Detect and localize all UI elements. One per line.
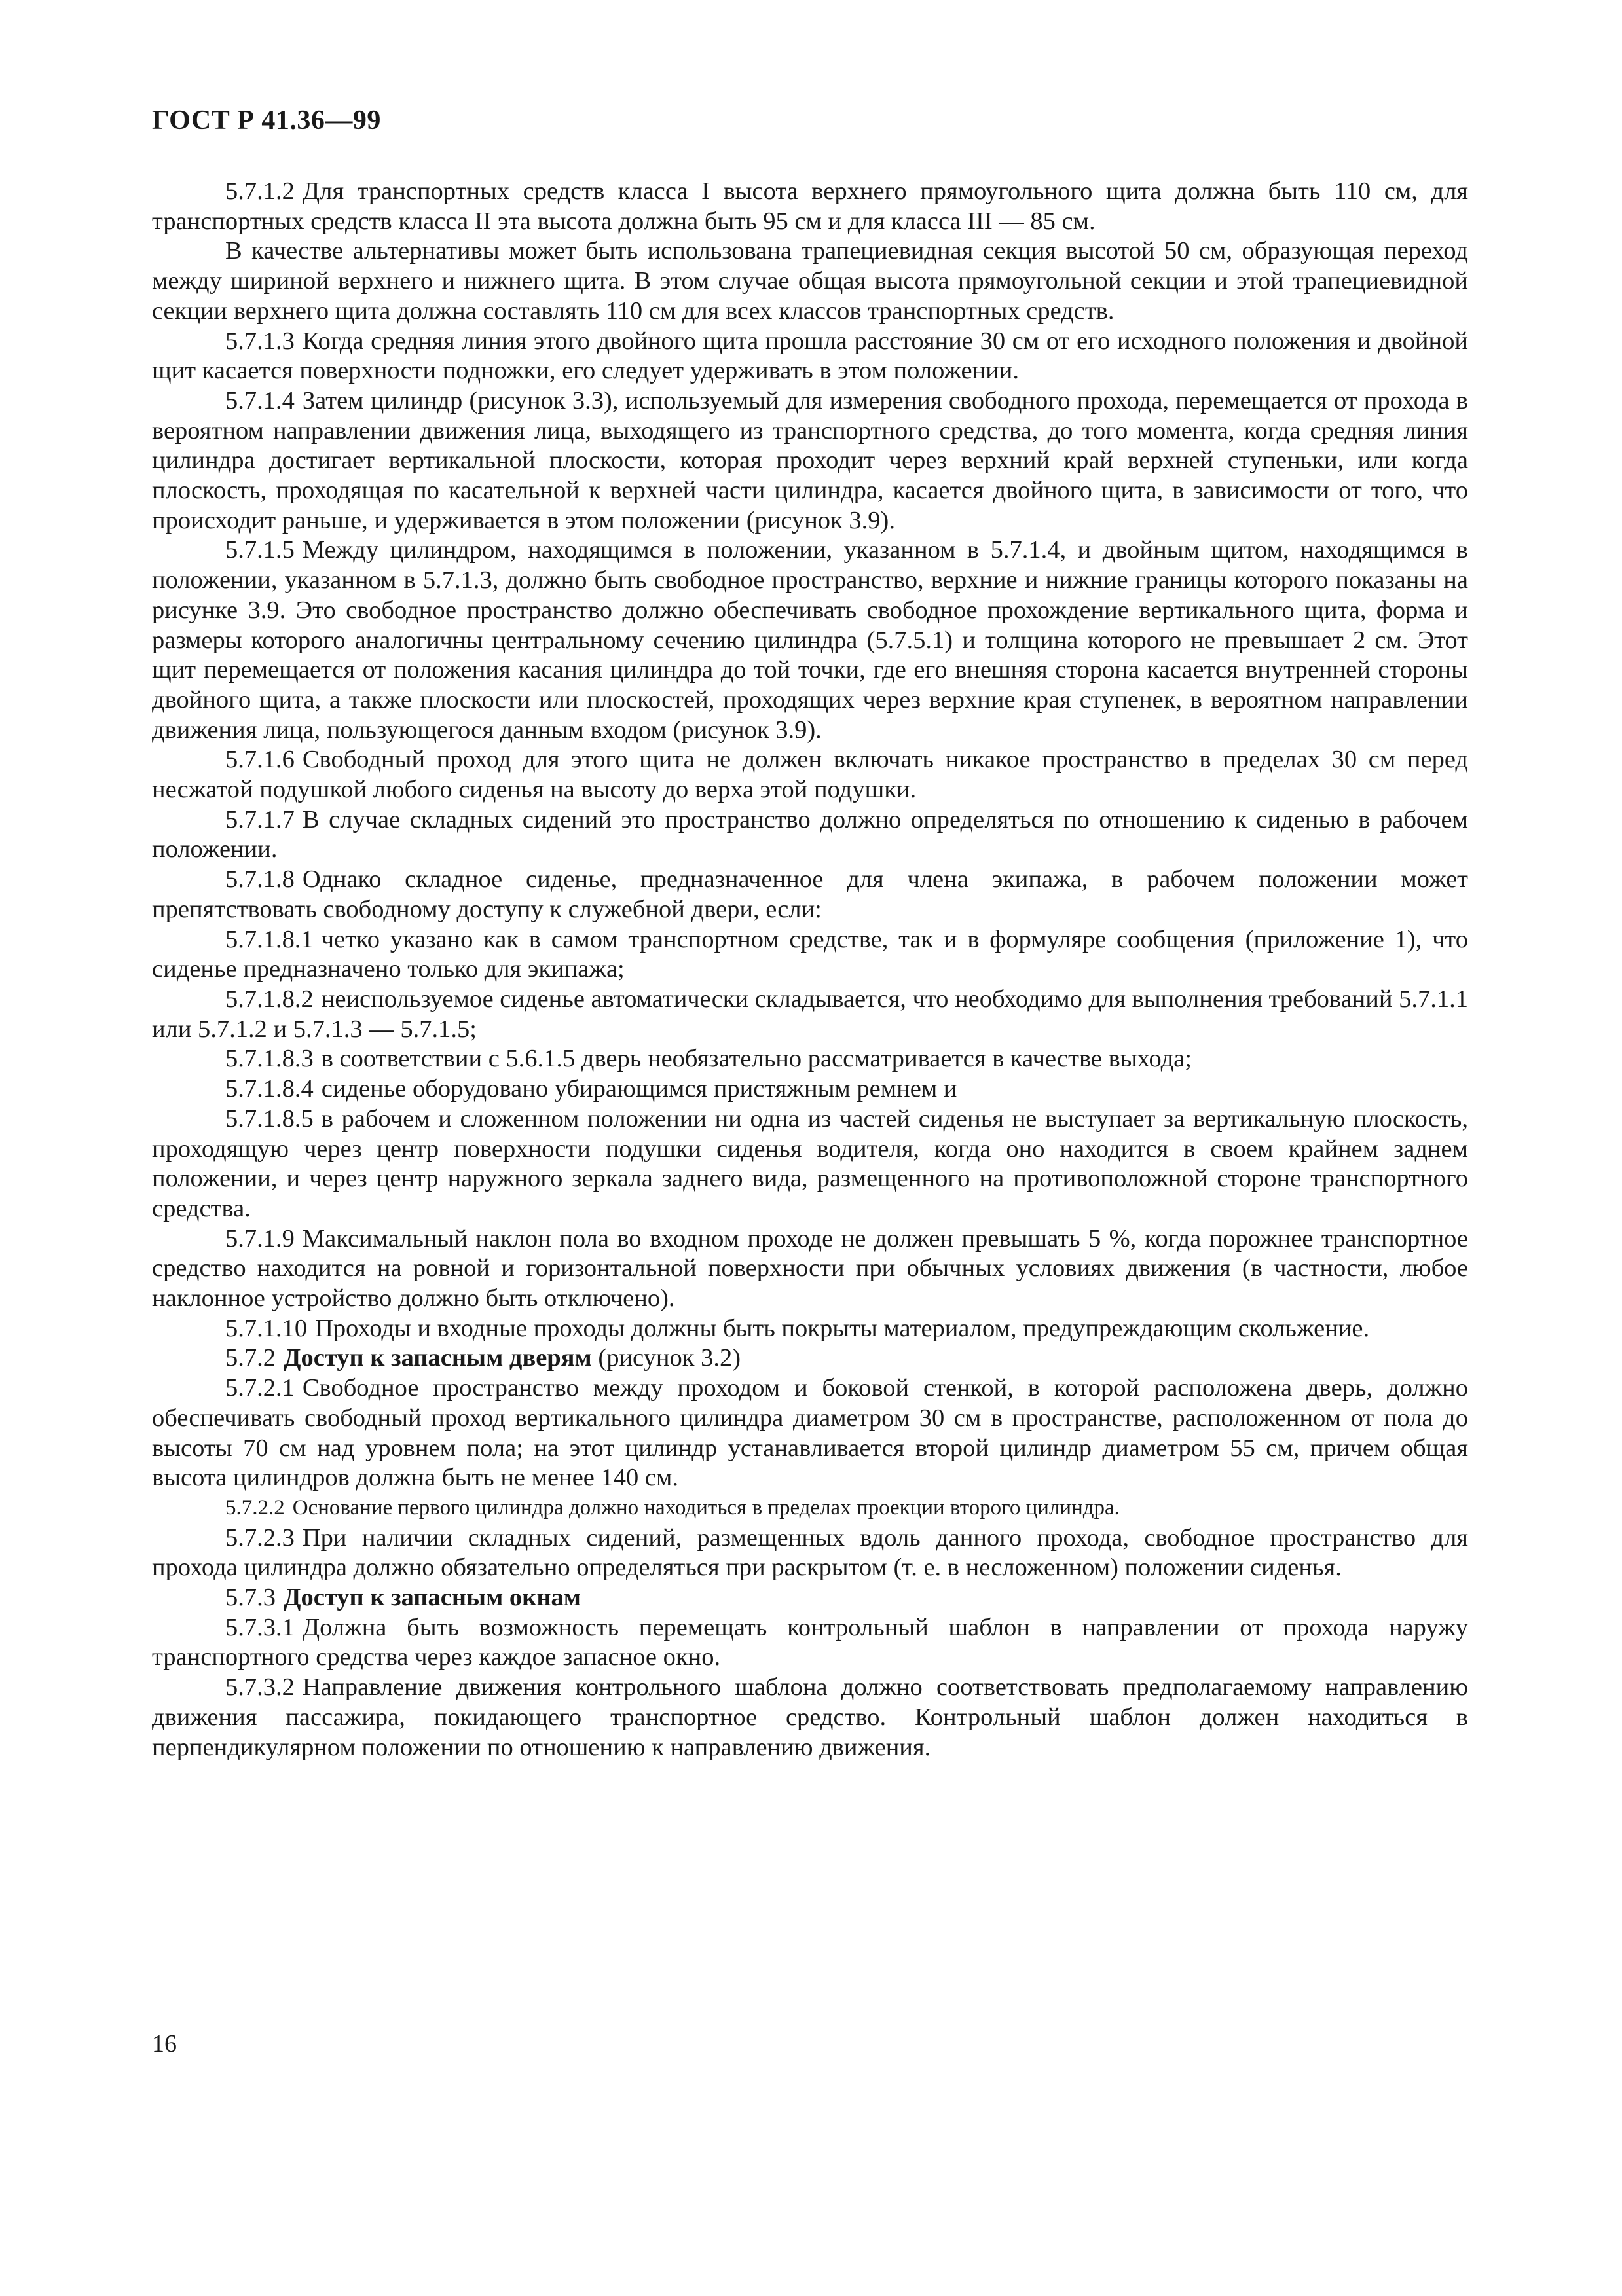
paragraph-text: Максимальный наклон пола во входном проходе не должен превышать 5 %, когда порожнее транспортное средство находится на ровной и горизонтальной поверхности при обычных условиях движения (в частности, любое наклонное устройство должно быть отключено). <box>152 1224 1468 1313</box>
paragraph-text: Основание первого цилиндра должно находиться в пределах проекции второго цилиндра. <box>292 1495 1120 1520</box>
document-header: ГОСТ Р 41.36—99 <box>152 105 381 136</box>
paragraph-text: Для транспортных средств класса I высота верхнего прямоугольного щита должна быть 110 см, для транспортных средств класса II эта высота должна быть 95 см и для класса III — 85 см. <box>152 177 1468 235</box>
paragraph <box>152 1044 1468 1074</box>
paragraph-text: Затем цилиндр (рисунок 3.3), используемый для измерения свободного прохода, перемещается от прохода в вероятном направлении движения лица, выходящего из транспортного средства, до того момента, когда средняя линия цилиндра достигает вертикальной плоскости, которая проходит через верхний край верхней ступеньки, или когда плоскость, проходящая по касательной к верхней части цилиндра, касается двойного щита, в зависимости от того, что происходит раньше, и удерживается в этом положении (рисунок 3.9). <box>152 386 1468 534</box>
paragraph <box>152 1104 1468 1224</box>
paragraph <box>152 1523 1468 1583</box>
document-body <box>152 177 1468 1762</box>
clause-number: 5.7.2 <box>225 1344 276 1372</box>
clause-number: 5.7.2.2 <box>225 1495 285 1520</box>
section-heading <box>152 1583 1468 1613</box>
paragraph <box>152 1613 1468 1673</box>
paragraph-text: в соответствии с 5.6.1.5 дверь необязательно рассматривается в качестве выхода; <box>321 1045 1192 1073</box>
paragraph <box>152 925 1468 985</box>
paragraph-text: Когда средняя линия этого двойного щита прошла расстояние 30 см от его исходного положения и двойной щит касается поверхности подножки, его следует удерживать в этом положении. <box>152 327 1468 385</box>
paragraph <box>152 386 1468 536</box>
paragraph-text: (рисунок 3.2) <box>598 1344 741 1372</box>
clause-number: 5.7.2.3 <box>225 1523 295 1552</box>
paragraph-text: При наличии складных сидений, размещенных вдоль данного прохода, свободное пространство для прохода цилиндра должно обязательно определяться при раскрытом (т. е. в несложенном) положении сиденья. <box>152 1523 1468 1582</box>
paragraph-text: Однако складное сиденье, предназначенное для члена экипажа, в рабочем положении может препятствовать свободному доступу к служебной двери, если: <box>152 866 1468 923</box>
clause-number: 5.7.1.8 <box>225 866 295 894</box>
paragraph <box>152 1673 1468 1762</box>
paragraph-text: неиспользуемое сиденье автоматически складывается, что необходимо для выполнения требований 5.7.1.1 или 5.7.1.2 и 5.7.1.3 — 5.7.1.5; <box>152 985 1468 1043</box>
paragraph-text: Свободное пространство между проходом и боковой стенкой, в которой расположена дверь, должно обеспечивать свободный проход вертикального цилиндра диаметром 30 см в пространстве, расположенном от пола до высоты 70 см над уровнем пола; на этот цилиндр устанавливается второй цилиндр диаметром 55 см, причем общая высота цилиндров должна быть не менее 140 см. <box>152 1374 1468 1492</box>
paragraph-text: в рабочем и сложенном положении ни одна из частей сиденья не выступает за вертикальную плоскость, проходящую через центр поверхности подушки сиденья водителя, когда оно находится в своем крайнем заднем положении, и через центр наружного зеркала заднего вида, размещенного на противоположной стороне транспортного средства. <box>152 1104 1468 1222</box>
clause-number: 5.7.1.2 <box>225 177 295 205</box>
paragraph <box>152 327 1468 386</box>
clause-number: 5.7.2.1 <box>225 1374 295 1402</box>
page-number: 16 <box>152 2030 177 2058</box>
paragraph-text: В случае складных сидений это пространство должно определяться по отношению к сиденью в рабочем положении. <box>152 805 1468 864</box>
clause-number: 5.7.1.7 <box>225 805 295 833</box>
paragraph <box>152 177 1468 236</box>
paragraph <box>152 745 1468 805</box>
paragraph <box>152 1493 1468 1523</box>
clause-number: 5.7.1.9 <box>225 1224 295 1252</box>
clause-number: 5.7.3.1 <box>225 1613 295 1641</box>
paragraph-text: Свободный проход для этого щита не должен включать никакое пространство в пределах 30 см перед несжатой подушкой любого сиденья на высоту до верха этой подушки. <box>152 746 1468 804</box>
paragraph-text: Между цилиндром, находящимся в положении, указанном в 5.7.1.4, и двойным щитом, находящимся в положении, указанном в 5.7.1.3, должно быть свободное пространство, верхние и нижние границы которого показаны на рисунке 3.9. Это свободное пространство должно обеспечивать свободное прохождение вертикального щита, форма и размеры которого аналогичны центральному сечению цилиндра (5.7.5.1) и толщина которого не превышает 2 см. Этот щит перемещается от положения касания цилиндра до той точки, где его внешняя сторона касается внутренней стороны двойного щита, а также плоскости или плоскостей, проходящих через верхние края ступенек, в вероятном направлении движения лица, пользующегося данным входом (рисунок 3.9). <box>152 536 1468 744</box>
paragraph <box>152 1224 1468 1314</box>
paragraph-text: четко указано как в самом транспортном средстве, так и в формуляре сообщения (приложение 1), что сиденье предназначено только для экипажа; <box>152 925 1468 983</box>
paragraph <box>152 536 1468 745</box>
section-heading-title: Доступ к запасным дверям <box>284 1344 592 1372</box>
paragraph <box>152 985 1468 1044</box>
clause-number: 5.7.1.8.1 <box>225 925 314 953</box>
paragraph <box>152 236 1468 326</box>
clause-number: 5.7.1.8.3 <box>225 1045 314 1073</box>
paragraph-text: Проходы и входные проходы должны быть покрыты материалом, предупреждающим скольжение. <box>315 1314 1370 1342</box>
paragraph-text: сиденье оборудовано убирающимся пристяжным ремнем и <box>321 1075 957 1103</box>
paragraph <box>152 1074 1468 1104</box>
paragraph-text: В качестве альтернативы может быть использована трапециевидная секция высотой 50 см, образующая переход между шириной верхнего и нижнего щита. В этом случае общая высота прямоугольной секции и этой трапециевидной секции верхнего щита должна составлять 110 см для всех классов транспортных средств. <box>152 237 1468 325</box>
section-heading <box>152 1343 1468 1374</box>
clause-number: 5.7.1.4 <box>225 386 295 414</box>
paragraph <box>152 1314 1468 1344</box>
clause-number: 5.7.1.6 <box>225 746 295 774</box>
clause-number: 5.7.1.10 <box>225 1314 308 1342</box>
paragraph-text: Должна быть возможность перемещать контрольный шаблон в направлении от прохода наружу транспортного средства через каждое запасное окно. <box>152 1613 1468 1671</box>
paragraph <box>152 865 1468 924</box>
clause-number: 5.7.3 <box>225 1584 276 1612</box>
clause-number: 5.7.3.2 <box>225 1673 295 1702</box>
clause-number: 5.7.1.5 <box>225 536 295 564</box>
clause-number: 5.7.1.3 <box>225 327 295 355</box>
paragraph <box>152 1374 1468 1493</box>
paragraph <box>152 805 1468 865</box>
clause-number: 5.7.1.8.4 <box>225 1075 314 1103</box>
paragraph-text: Направление движения контрольного шаблона должно соответствовать предполагаемому направлению движения пассажира, покидающего транспортное средство. Контрольный шаблон должен находиться в перпендикулярном положении по отношению к направлению движения. <box>152 1673 1468 1761</box>
clause-number: 5.7.1.8.5 <box>225 1104 314 1133</box>
clause-number: 5.7.1.8.2 <box>225 985 314 1013</box>
section-heading-title: Доступ к запасным окнам <box>284 1584 581 1612</box>
